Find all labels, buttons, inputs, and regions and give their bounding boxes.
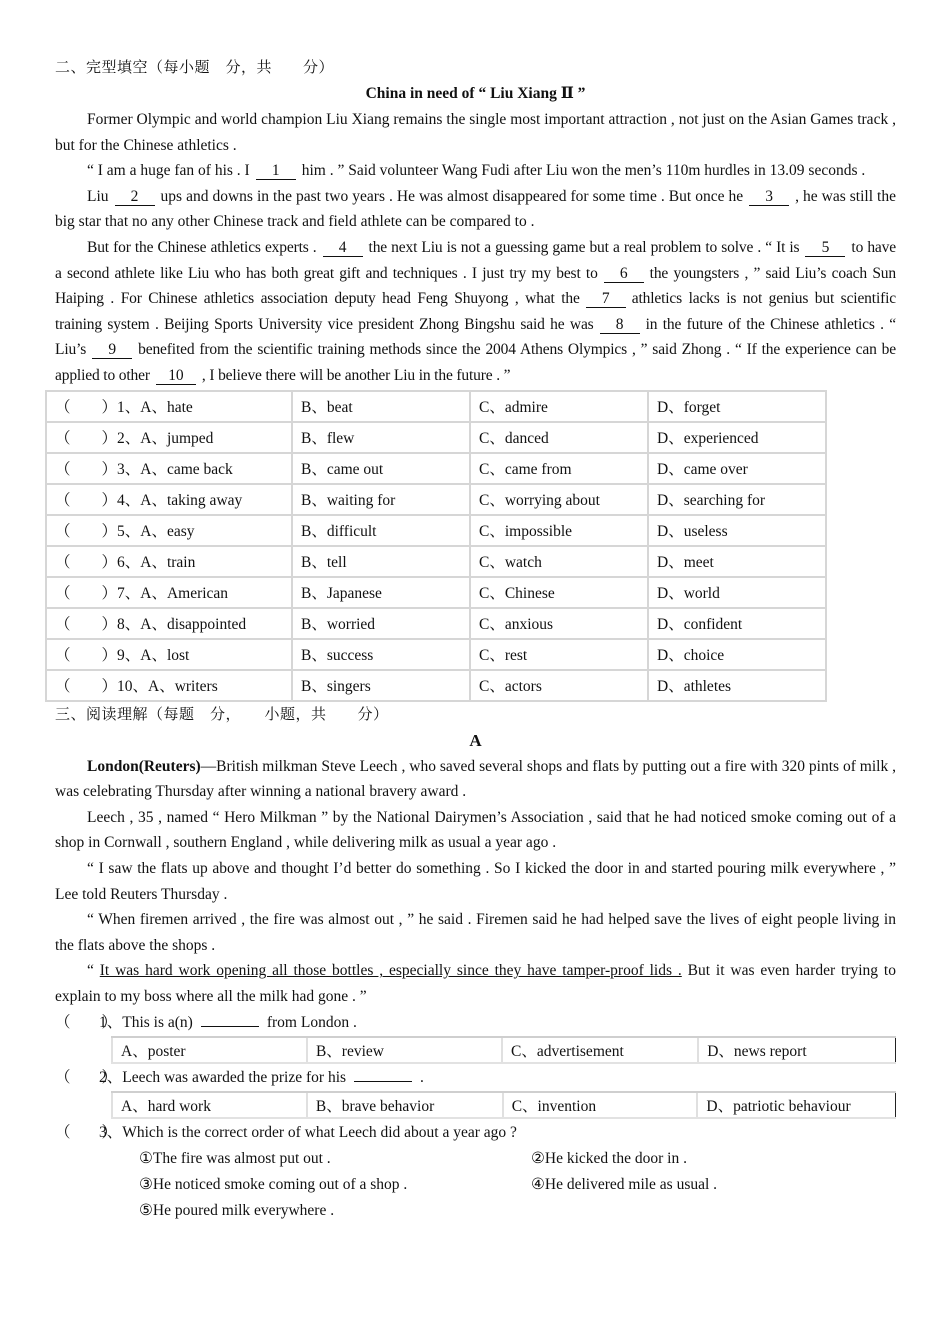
option-c[interactable]: C、watch — [470, 546, 648, 577]
blank-8: 8 — [600, 317, 640, 334]
question-1-options — [111, 1036, 896, 1064]
option-a[interactable]: （ ）10、A、writers — [46, 670, 292, 701]
answer-blank — [201, 1012, 259, 1027]
option-b[interactable]: B、came out — [292, 453, 470, 484]
answer-bracket[interactable]: （ ） — [55, 1069, 118, 1087]
answer-bracket[interactable]: （ ） — [55, 1124, 118, 1142]
paragraph-text: “ I am a huge fan of his . I — [87, 162, 250, 180]
option-a[interactable]: （ ）4、A、taking away — [46, 484, 292, 515]
option-d[interactable]: D、experienced — [648, 422, 826, 453]
option-b[interactable]: B、beat — [292, 391, 470, 422]
paragraph-text: ups and downs in the past two years . He was almost disappeared for some time . But once he — [160, 187, 744, 205]
reading-paragraph-1 — [55, 754, 896, 805]
option-b[interactable]: B、review — [307, 1037, 502, 1063]
option-b[interactable]: B、worried — [292, 608, 470, 639]
option-c[interactable]: C、danced — [470, 422, 648, 453]
paragraph-text: Liu — [87, 187, 109, 205]
paragraph-text: to have a second athlete like Liu who has both great gift and techniques . I just try my best to — [55, 238, 896, 282]
paragraph-text: , he was still the big star that no any other Chinese track and field athlete can be compared to . — [55, 187, 896, 231]
exam-page — [55, 55, 896, 1223]
option-b[interactable]: B、difficult — [292, 515, 470, 546]
option-d[interactable]: D、choice — [648, 639, 826, 670]
option-a[interactable]: （ ）1、A、hate — [46, 391, 292, 422]
reading-paragraph-2: Leech , 35 , named “ Hero Milkman ” by the National Dairymen’s Association , said that he had noticed smoke coming out of a shop in Cornwall , southern England , while delivering milk as usual a year ago . — [55, 808, 896, 852]
cloze-paragraph-4 — [55, 235, 896, 389]
cloze-question-row — [46, 577, 826, 608]
order-row — [139, 1146, 896, 1172]
option-a[interactable]: （ ）2、A、jumped — [46, 422, 292, 453]
option-b[interactable]: B、Japanese — [292, 577, 470, 608]
passage-label: A — [469, 730, 482, 750]
blank-2: 2 — [115, 189, 155, 206]
cloze-paragraph-2 — [55, 158, 896, 184]
event-item-3: ③He noticed smoke coming out of a shop . — [139, 1176, 408, 1194]
event-order-list — [139, 1146, 896, 1223]
dateline: London(Reuters) — [87, 757, 201, 775]
option-a[interactable]: （ ）9、A、lost — [46, 639, 292, 670]
cloze-question-row — [46, 453, 826, 484]
option-a[interactable]: （ ）7、A、American — [46, 577, 292, 608]
blank-4: 4 — [323, 240, 363, 257]
option-c[interactable]: C、admire — [470, 391, 648, 422]
blank-10: 10 — [156, 368, 196, 385]
reading-question-2 — [55, 1064, 896, 1091]
option-d[interactable]: D、forget — [648, 391, 826, 422]
event-item-4: ④He delivered mile as usual . — [531, 1176, 718, 1194]
question-stem-end: . — [420, 1069, 424, 1087]
underlined-sentence: It was hard work opening all those bottles , especially since they have tamper-proof lids . — [99, 962, 682, 980]
order-row — [139, 1172, 896, 1198]
paragraph-text: benefited from the scientific training methods since the 2004 Athens Olympics , ” said Zhong . “ If the experience can be applied to other — [55, 341, 896, 384]
blank-7: 7 — [586, 291, 626, 308]
option-d[interactable]: D、world — [648, 577, 826, 608]
paragraph-text: Former Olympic and world champion Liu Xiang remains the single most important attraction , not just on the Asian Games track , but for the Chinese athletics . — [55, 111, 896, 154]
blank-3: 3 — [749, 189, 789, 206]
paragraph-text: the youngsters , ” said Liu’s coach Sun Haiping . For Chinese athletics association deputy head Feng Shuyong , what the — [55, 264, 896, 308]
paragraph-text: —British milkman Steve Leech , who saved several shops and flats by putting out a fire with 320 pints of milk , was celebrating Thursday after winning a national bravery award . — [55, 757, 896, 801]
option-c[interactable]: C、rest — [470, 639, 648, 670]
option-a[interactable]: （ ）3、A、came back — [46, 453, 292, 484]
option-d[interactable]: D、news report — [698, 1037, 895, 1063]
option-d[interactable]: D、meet — [648, 546, 826, 577]
option-d[interactable]: D、confident — [648, 608, 826, 639]
option-d[interactable]: D、patriotic behaviour — [697, 1092, 895, 1118]
option-c[interactable]: C、impossible — [470, 515, 648, 546]
cloze-options-table — [45, 390, 827, 702]
cloze-question-row — [46, 608, 826, 639]
blank-9: 9 — [92, 342, 132, 359]
reading-question-3 — [55, 1119, 896, 1146]
option-a[interactable]: （ ）5、A、easy — [46, 515, 292, 546]
paragraph-text: in the future of the Chinese athletics . “ Liu’s — [55, 315, 897, 359]
option-b[interactable]: B、tell — [292, 546, 470, 577]
option-d[interactable]: D、athletes — [648, 670, 826, 701]
cloze-question-row — [46, 515, 826, 546]
paragraph-text: But it was even harder trying to explain to my boss where all the milk had gone . ” — [55, 962, 896, 1005]
answer-blank — [354, 1067, 412, 1082]
option-a[interactable]: A、poster — [112, 1037, 307, 1063]
paragraph-text: the next Liu is not a guessing game but a real problem to solve . “ It is — [368, 238, 800, 256]
cloze-section-heading: 二、完型填空（每小题 分，共 分） — [55, 60, 335, 76]
question-stem: 2、Leech was awarded the prize for his — [99, 1069, 347, 1087]
option-a[interactable]: A、hard work — [112, 1092, 307, 1118]
paragraph-text: But for the Chinese athletics experts . — [87, 238, 317, 256]
question-stem: 3、Which is the correct order of what Leech did about a year ago ? — [99, 1124, 517, 1142]
cloze-question-row — [46, 422, 826, 453]
blank-6: 6 — [604, 266, 644, 283]
cloze-paragraph-1 — [55, 107, 896, 158]
paragraph-text: , I believe there will be another Liu in the future . ” — [201, 366, 511, 384]
option-d[interactable]: D、useless — [648, 515, 826, 546]
event-item-1: ①The fire was almost put out . — [139, 1150, 331, 1168]
cloze-question-row — [46, 639, 826, 670]
reading-question-1 — [55, 1009, 896, 1036]
option-b[interactable]: B、singers — [292, 670, 470, 701]
option-c[interactable]: C、worrying about — [470, 484, 648, 515]
option-d[interactable]: D、came over — [648, 453, 826, 484]
option-c[interactable]: C、anxious — [470, 608, 648, 639]
paragraph-text: him . ” Said volunteer Wang Fudi after Liu won the men’s 110m hurdles in 13.09 seconds . — [301, 162, 866, 180]
paragraph-text: athletics lacks is not genius but scientific training system . Beijing Sports University vice president Zhong Bingshu said he was — [55, 290, 896, 333]
option-a[interactable]: （ ）6、A、train — [46, 546, 292, 577]
paragraph-text: “ — [87, 962, 100, 980]
option-c[interactable]: C、actors — [470, 670, 648, 701]
reading-paragraph-5 — [55, 958, 896, 1009]
cloze-question-row — [46, 391, 826, 422]
reading-paragraph-4: “ When firemen arrived , the fire was almost out , ” he said . Firemen said he had helped save the lives of eight people living in the flats above the shops . — [55, 911, 896, 954]
option-c[interactable]: C、advertisement — [502, 1037, 698, 1063]
question-stem: 1、This is a(n) — [99, 1014, 193, 1032]
option-c[interactable]: C、Chinese — [470, 577, 648, 608]
order-row — [139, 1198, 896, 1224]
reading-paragraph-3: “ I saw the flats up above and thought I’d better do something . So I kicked the door in and started pouring milk everywhere , ” Lee told Reuters Thursday . — [55, 859, 896, 903]
option-a[interactable]: （ ）8、A、disappointed — [46, 608, 292, 639]
question-2-options — [111, 1091, 896, 1119]
blank-1: 1 — [256, 163, 296, 180]
option-d[interactable]: D、searching for — [648, 484, 826, 515]
option-b[interactable]: B、flew — [292, 422, 470, 453]
event-item-2: ②He kicked the door in . — [531, 1150, 687, 1168]
option-c[interactable]: C、came from — [470, 453, 648, 484]
question-stem-end: from London . — [266, 1014, 357, 1032]
option-b[interactable]: B、success — [292, 639, 470, 670]
cloze-question-row — [46, 484, 826, 515]
option-b[interactable]: B、waiting for — [292, 484, 470, 515]
passage-title: China in need of “ Liu Xiang Ⅱ ” — [365, 85, 586, 102]
cloze-question-row — [46, 546, 826, 577]
cloze-paragraph-3 — [55, 184, 896, 235]
reading-section-heading: 三、阅读理解（每题 分， 小题，共 分） — [55, 706, 389, 723]
blank-5: 5 — [805, 240, 845, 257]
option-c[interactable]: C、invention — [503, 1092, 698, 1118]
option-b[interactable]: B、brave behavior — [307, 1092, 503, 1118]
answer-bracket[interactable]: （ ） — [55, 1014, 118, 1032]
event-item-5: ⑤He poured milk everywhere . — [139, 1201, 335, 1219]
cloze-question-row — [46, 670, 826, 701]
